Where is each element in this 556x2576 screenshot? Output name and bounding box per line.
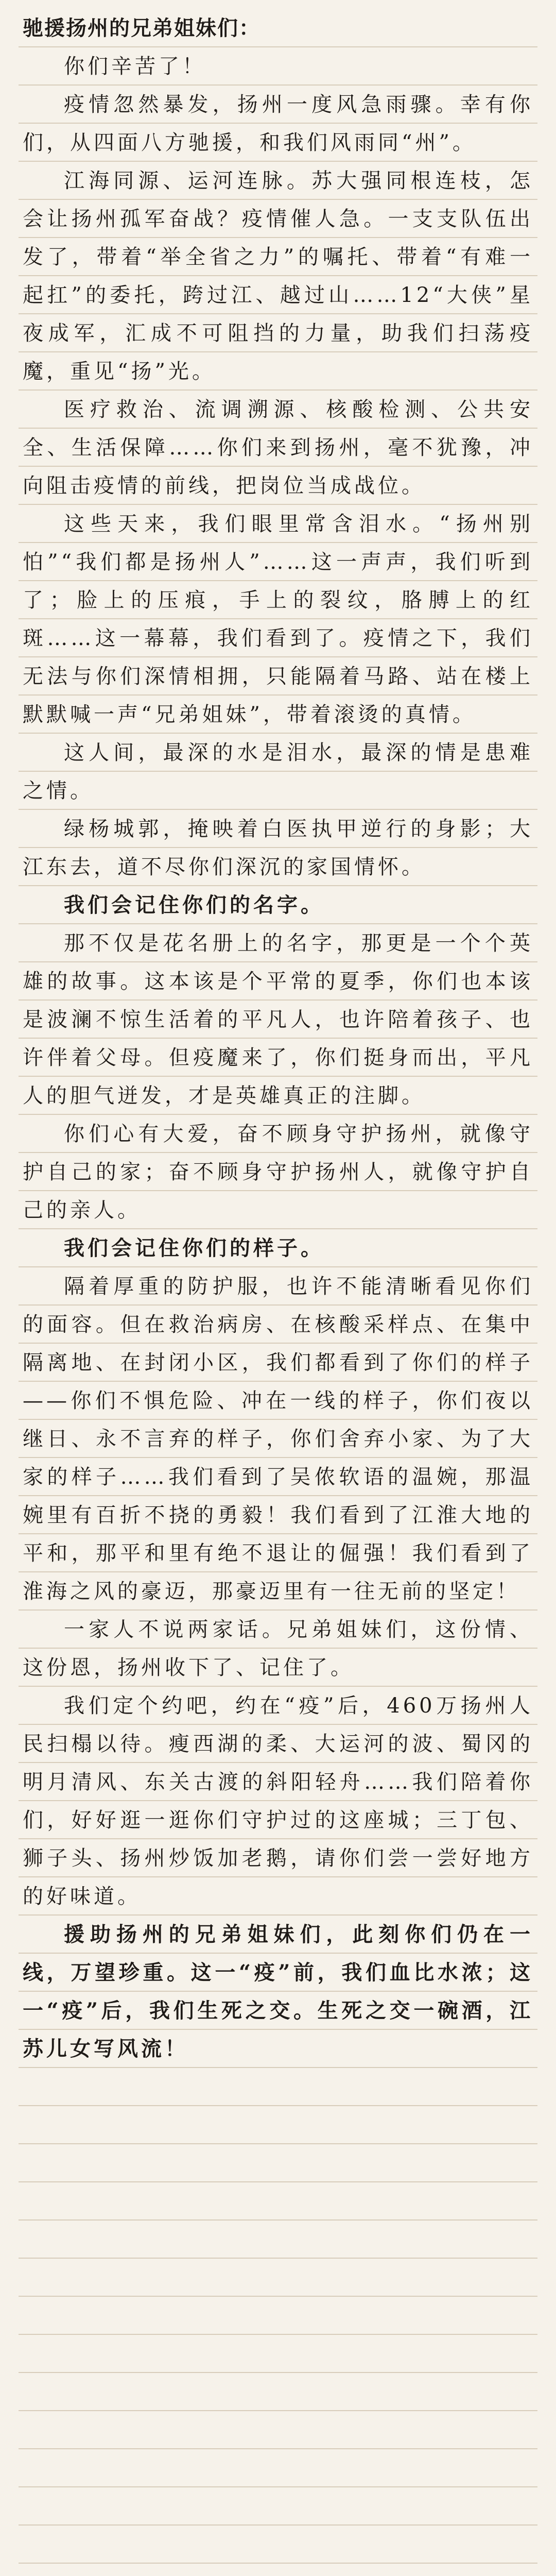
paragraph-heading: 我们会记住你们的样子。 (64, 1236, 324, 1260)
paragraph: 江海同源、运河连脉。苏大强同根连枝，怎会让扬州孤军奋战？疫情催人急。一支支队伍出发了，带着“举全省之力”的嘱托、带着“有难一起扛”的委托，跨过江、越过山……12“大侠”星夜成军，汇成不可阻挡的力量，助我们扫荡疫魔，重见“扬”光。 (23, 169, 533, 383)
paragraph: 一家人不说两家话。兄弟姐妹们，这份情、这份恩，扬州收下了、记住了。 (23, 1618, 533, 1680)
paragraph-closing: 援助扬州的兄弟姐妹们，此刻你们仍在一线，万望珍重。这一“疫”前，我们血比水浓；这一“疫”后，我们生死之交。生死之交一碗酒，江苏儿女写风流！ (23, 1922, 533, 2061)
paragraph: 这些天来，我们眼里常含泪水。“扬州别怕”“我们都是扬州人”……这一声声，我们听到了；脸上的压痕，手上的裂纹，胳膊上的红斑……这一幕幕，我们看到了。疫情之下，我们无法与你们深情相拥，只能隔着马路、站在楼上默默喊一声“兄弟姐妹”，带着滚烫的真情。 (23, 512, 533, 726)
letter-body (19, 9, 537, 2576)
paragraph: 我们定个约吧，约在“疫”后，460万扬州人民扫榻以待。瘦西湖的柔、大运河的波、蜀冈的明月清风、东关古渡的斜阳轻舟……我们陪着你们，好好逛一逛你们守护过的这座城；三丁包、狮子头、扬州炒饭加老鹅，请你们尝一尝好地方的好味道。 (23, 1694, 533, 1908)
letter-greeting: 驰援扬州的兄弟姐妹们： (23, 16, 260, 40)
paragraph-heading: 我们会记住你们的名字。 (64, 893, 324, 917)
paragraph: 你们心有大爱，奋不顾身守护扬州，就像守护自己的家；奋不顾身守护扬州人，就像守护自己的亲人。 (23, 1122, 533, 1222)
paragraph: 这人间，最深的水是泪水，最深的情是患难之情。 (23, 741, 533, 803)
paragraph: 绿杨城郭，掩映着白医执甲逆行的身影；大江东去，道不尽你们深沉的家国情怀。 (23, 817, 533, 879)
paragraph: 疫情忽然暴发，扬州一度风急雨骤。幸有你们，从四面八方驰援，和我们风雨同“州”。 (23, 93, 533, 155)
paragraph: 那不仅是花名册上的名字，那更是一个个英雄的故事。这本该是个平常的夏季，你们也本该是波澜不惊生活着的平凡人，也许陪着孩子、也许伴着父母。但疫魔来了，你们挺身而出，平凡人的胆气迸发，才是英雄真正的注脚。 (23, 931, 533, 1108)
paragraph: 隔着厚重的防护服，也许不能清晰看见你们的面容。但在救治病房、在核酸采样点、在集中隔离地、在封闭小区，我们都看到了你们的样子——你们不惧危险、冲在一线的样子，你们夜以继日、永不言弃的样子，你们舍弃小家、为了大家的样子……我们看到了吴侬软语的温婉，那温婉里有百折不挠的勇毅！我们看到了江淮大地的平和，那平和里有绝不退让的倔强！我们看到了淮海之风的豪迈，那豪迈里有一往无前的坚定！ (23, 1275, 533, 1603)
paragraph: 医疗救治、流调溯源、核酸检测、公共安全、生活保障……你们来到扬州，毫不犹豫，冲向阻击疫情的前线，把岗位当成战位。 (23, 398, 533, 498)
paragraph: 你们辛苦了！ (64, 55, 206, 78)
